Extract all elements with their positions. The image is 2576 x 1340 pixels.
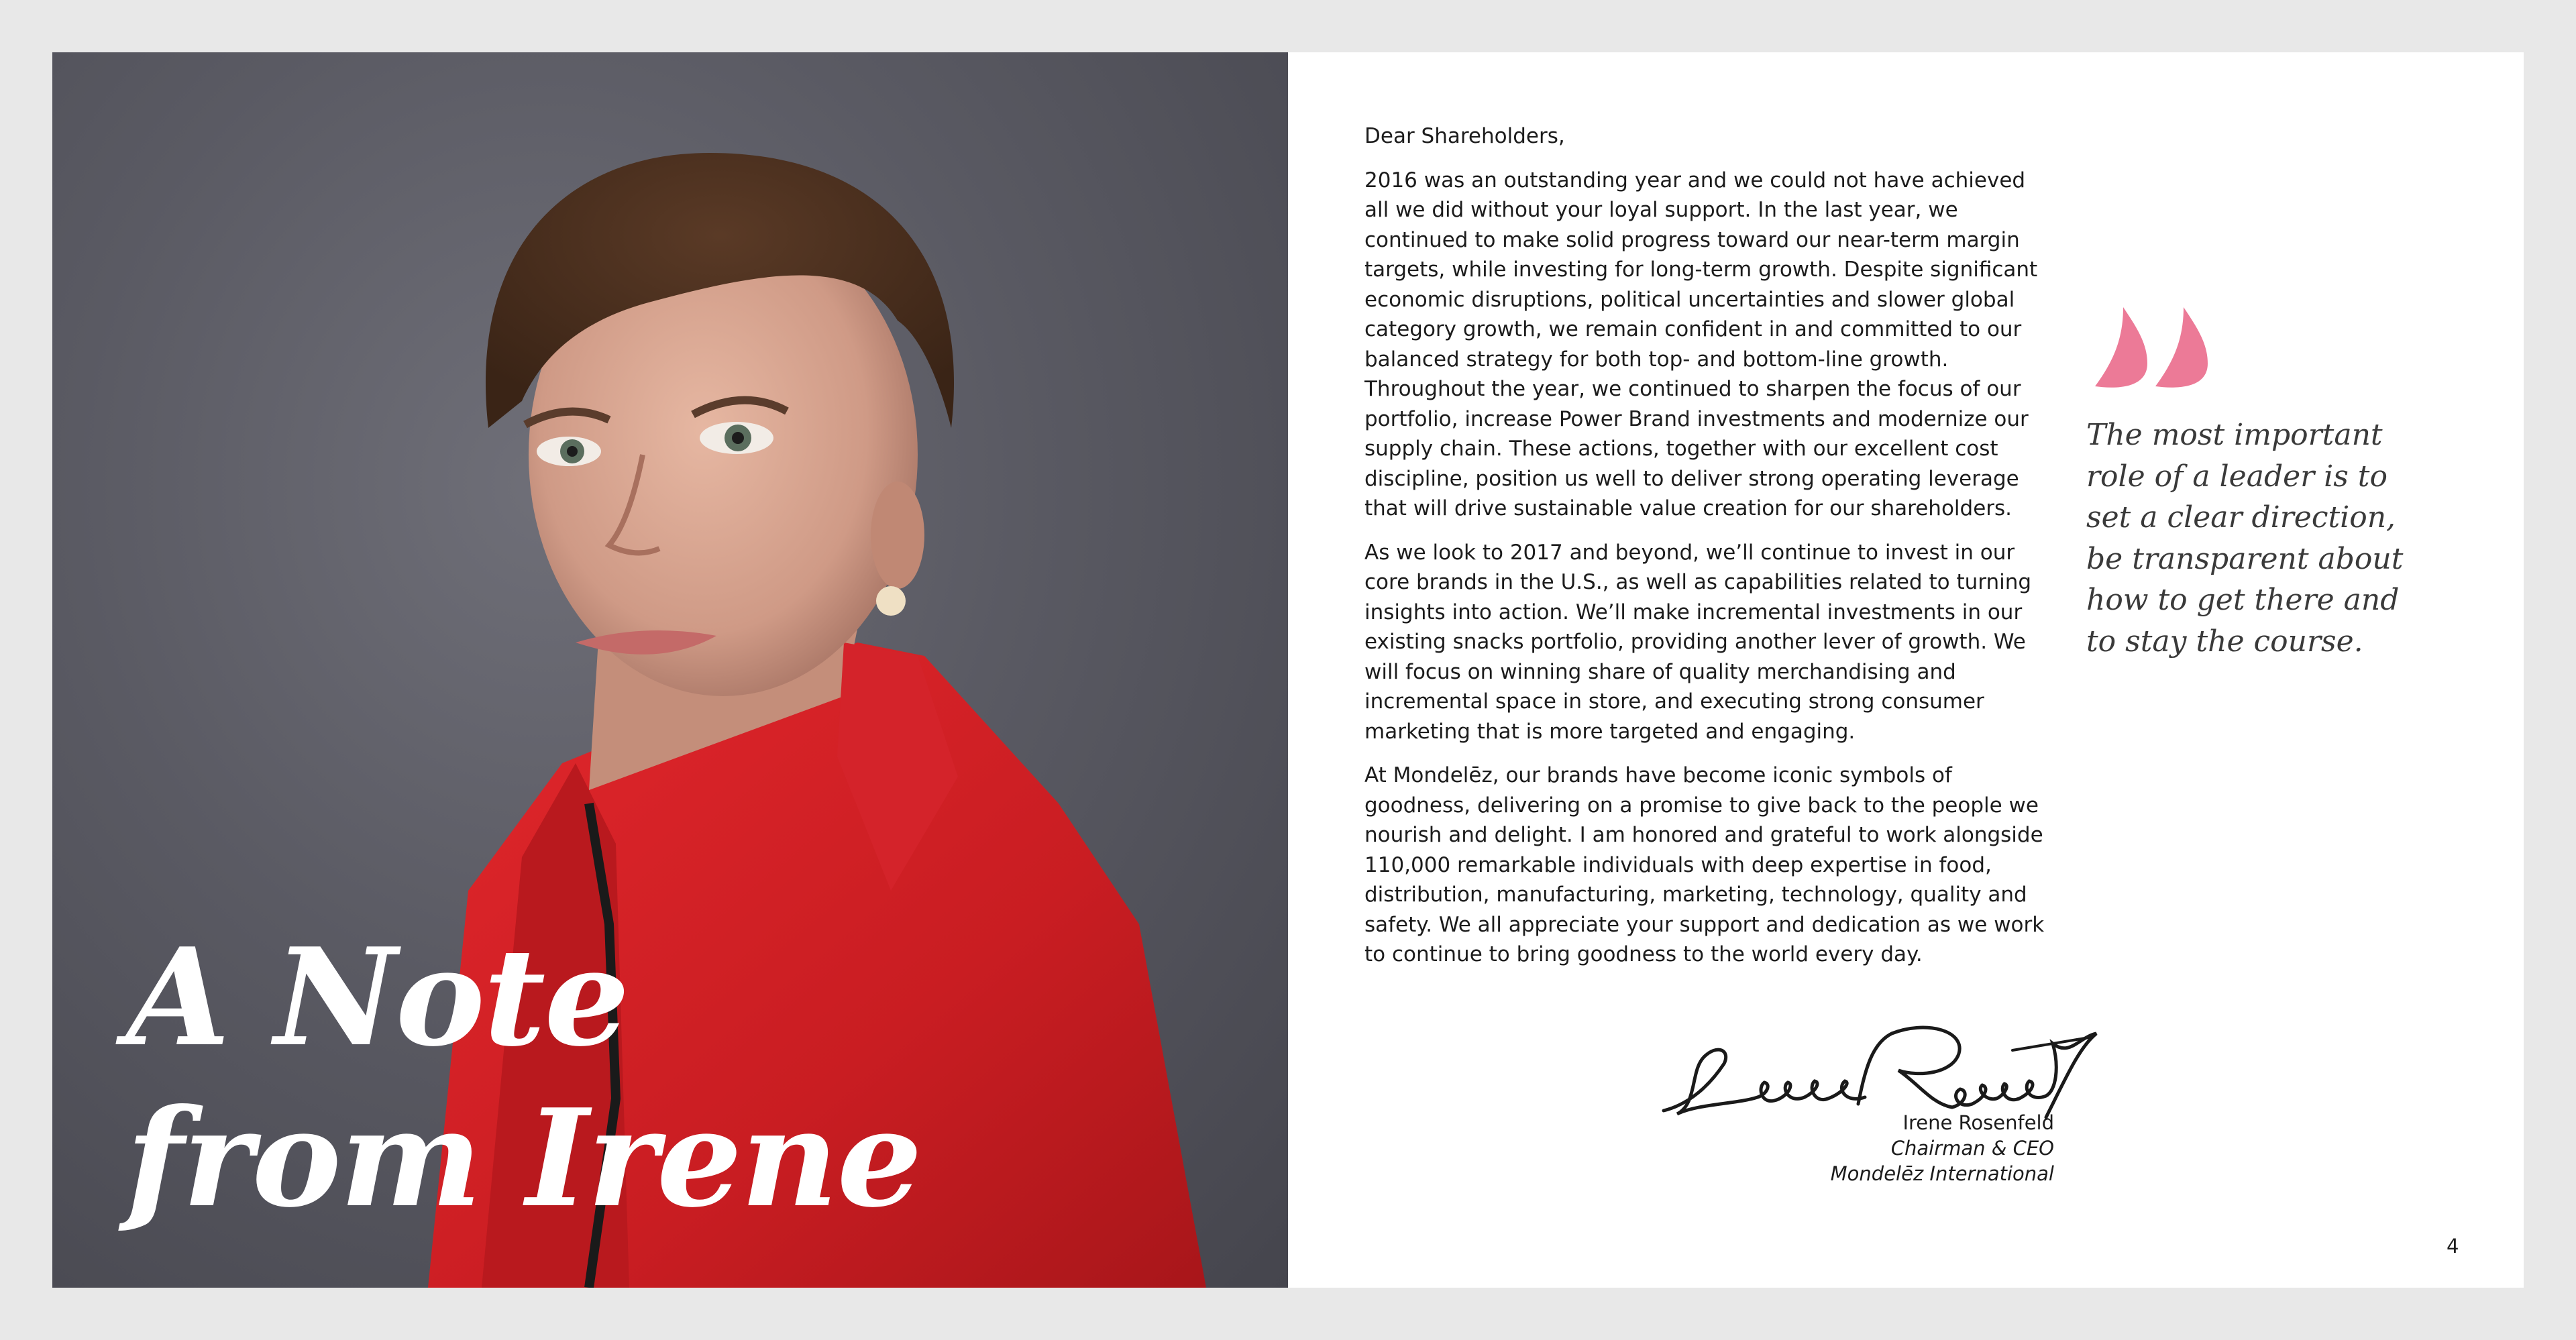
page-number: 4 <box>2447 1235 2459 1258</box>
signer-name: Irene Rosenfeld <box>1902 1111 2054 1134</box>
pull-quote-line: set a clear direction, <box>2086 500 2396 535</box>
pull-quote-line: how to get there and <box>2086 583 2400 617</box>
pull-quote-line: role of a leader is to <box>2086 459 2387 494</box>
letter-paragraph: As we look to 2017 and beyond, we’ll continue to invest in our core brands in the U.S., as well as capabilities related to turning insights into action. We’ll make incremental investments in our existing snacks portfolio, providing another lever of growth. We will focus on winning share of quality merchandising and incremental space in store, and executing strong consumer marketing that is more targeted and engaging. <box>1364 540 2032 744</box>
pull-quote <box>2086 414 2435 662</box>
open-quote-icon <box>2088 307 2216 394</box>
signoff-block <box>1831 1110 2054 1186</box>
signer-company: Mondelēz International <box>1830 1162 2054 1185</box>
shareholder-letter <box>1364 121 2055 984</box>
pull-quote-line: be transparent about <box>2086 541 2404 576</box>
signer-title: Chairman & CEO <box>1890 1137 2054 1160</box>
letter-paragraph: At Mondelēz, our brands have become iconic symbols of goodness, delivering on a promise to give back to the people we nourish and delight. I am honored and grateful to work alongside 110,000 remarkable individuals with deep expertise in food, distribution, manufacturing, marketing, technology, quality and safety. We all appreciate your support and dedication as we work to continue to bring goodness to the world every day. <box>1364 763 2045 966</box>
letter-paragraph: 2016 was an outstanding year and we could not have achieved all we did without your loyal support. In the last year, we continued to make solid progress toward our near-term margin targets, while investing for long-term growth. Despite significant economic disruptions, political uncertainties and slower global category growth, we remain confident in and committed to our balanced strategy for both top- and bottom-line growth. Throughout the year, we continued to sharpen the focus of our portfolio, increase Power Brand investments and modernize our supply chain. These actions, together with our excellent cost discipline, position us well to deliver strong operating leverage that will drive sustainable value creation for our shareholders. <box>1364 168 2038 520</box>
photo-page <box>52 52 1288 1288</box>
letter-salutation: Dear Shareholders, <box>1364 124 1565 148</box>
pull-quote-line: The most important <box>2086 418 2383 452</box>
letter-page <box>1288 52 2524 1288</box>
headline-line-2: from Irene <box>126 1080 921 1237</box>
headline-line-1: A Note <box>126 919 629 1076</box>
pull-quote-line: to stay the course. <box>2086 624 2363 659</box>
report-spread <box>52 52 2524 1288</box>
page-headline <box>126 917 921 1239</box>
